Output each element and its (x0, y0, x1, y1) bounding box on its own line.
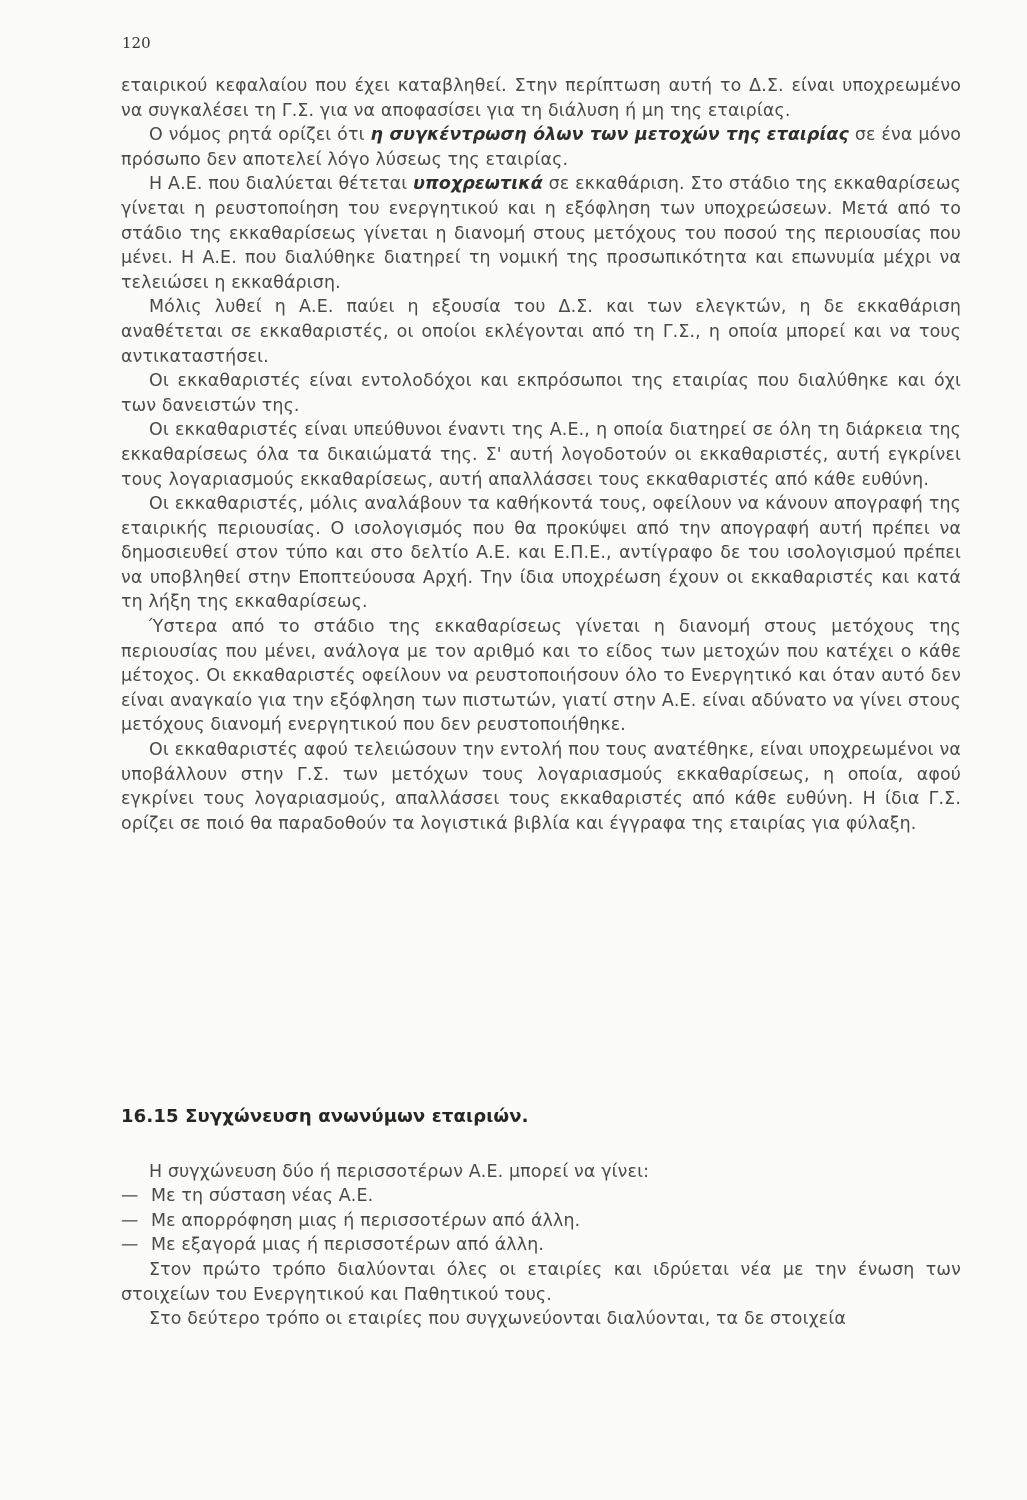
text-run: Ο νόμος ρητά ορίζει ότι (149, 125, 371, 146)
paragraph (121, 615, 961, 738)
text-run: Οι εκκαθαριστές αφού τελειώσουν την εντολή που τους ανατέθηκε, είναι υποχρεωμένοι να υποβάλλουν στην Γ.Σ. των μετόχων τους λογαριασμούς εκκαθαρίσεως, η οποία, αφού εγκρίνει τους λογαριασμούς, απαλλάσσει τους εκκαθαριστές από κάθε ευθύνη. Η ίδια Γ.Σ. ορίζει σε ποιό θα παραδοθούν τα λογιστικά βιβλία και έγγραφα της εταιρίας για φύλαξη. (121, 740, 961, 834)
text-run: σε ένα μόνο πρόσωπο δεν αποτελεί λόγο λύσεως της εταιρίας. (121, 125, 961, 170)
text-run: Οι εκκαθαριστές είναι υπεύθυνοι έναντι της Α.Ε., η οποία διατηρεί σε όλη τη διάρκεια της εκκαθαρίσεως όλα τα δικαιώματά της. Σ' αυτή λογοδοτούν οι εκκαθαριστές, αυτή εγκρίνει τους λογαριασμούς εκκαθαρίσεως, αυτή απαλλάσσει τους εκκαθαριστές από κάθε ευθύνη. (121, 420, 961, 490)
dash-marker: — (121, 1210, 139, 1231)
list-item: — Με απορρόφηση μιας ή περισσοτέρων από άλλη. (121, 1209, 961, 1234)
body-text (121, 74, 961, 836)
text-run: Μόλις λυθεί η Α.Ε. παύει η εξουσία του Δ.Σ. και των ελεγκτών, η δε εκκαθάριση αναθέτεται σε εκκαθαριστές, οι οποίοι εκλέγονται από τη Γ.Σ., η οποία μπορεί και να τους αντικαταστήσει. (121, 297, 961, 367)
paragraph (121, 295, 961, 369)
text-run: εταιρικού κεφαλαίου που έχει καταβληθεί. Στην περίπτωση αυτή το Δ.Σ. είναι υποχρεωμένο να συγκαλέσει τη Γ.Σ. για να αποφασίσει για τη διάλυση ή μη της εταιρίας. (121, 76, 961, 121)
paragraph: Στο δεύτερο τρόπο οι εταιρίες που συγχωνεύονται διαλύονται, τα δε στοιχεία (149, 1309, 846, 1330)
emphasized-term: η συγκέντρωση όλων των μετοχών της εταιρίας (370, 125, 849, 146)
emphasized-term: υποχρεωτικά (413, 174, 543, 195)
dash-marker: — (121, 1235, 139, 1256)
text-run: Οι εκκαθαριστές είναι εντολοδόχοι και εκπρόσωποι της εταιρίας που διαλύθηκε και όχι των δανειστών της. (121, 371, 961, 416)
dash-marker: — (121, 1186, 139, 1207)
paragraph: Στον πρώτο τρόπο διαλύονται όλες οι εταιρίες και ιδρύεται νέα με την ένωση των στοιχείων του Ενεργητικού και Παθητικού τους. (121, 1259, 961, 1305)
text-run: Η Α.Ε. που διαλύεται θέτεται (149, 174, 414, 195)
paragraph (121, 492, 961, 615)
paragraph (121, 172, 961, 295)
merger-methods-list (121, 1184, 961, 1258)
list-item: — Με τη σύσταση νέας Α.Ε. (121, 1184, 961, 1209)
section-intro: Η συγχώνευση δύο ή περισσοτέρων Α.Ε. μπορεί να γίνει: (149, 1161, 650, 1182)
paragraph (121, 369, 961, 418)
paragraph (121, 738, 961, 836)
list-item: — Με εξαγορά μιας ή περισσοτέρων από άλλη. (121, 1233, 961, 1258)
text-run: Ύστερα από το στάδιο της εκκαθαρίσεως γίνεται η διανομή στους μετόχους της περιουσίας που μένει, ανάλογα με τον αριθμό και το είδος των μετοχών που κατέχει ο κάθε μέτοχος. Οι εκκαθαριστές οφείλουν να ρευστοποιήσουν όλο το Ενεργητικό και όταν αυτό δεν είναι αναγκαίο για την εξόφληση των πιστωτών, γιατί στην Α.Ε. είναι αδύνατο να γίνει στους μετόχους διανομή ενεργητικού που δεν ρευστοποιήθηκε. (121, 617, 961, 736)
section-heading: 16.15 Συγχώνευση ανωνύμων εταιριών. (121, 1106, 529, 1127)
text-run: Οι εκκαθαριστές, μόλις αναλάβουν τα καθήκοντά τους, οφείλουν να κάνουν απογραφή της εταιρικής περιουσίας. Ο ισολογισμός που θα προκύψει από την απογραφή αυτή πρέπει να δημοσιευθεί στον τύπο και στο δελτίο Α.Ε. και Ε.Π.Ε., αντίγραφο δε του ισολογισμού πρέπει να υποβληθεί στην Εποπτεύουσα Αρχή. Την ίδια υποχρέωση έχουν οι εκκαθαριστές και κατά τη λήξη της εκκαθαρίσεως. (121, 494, 961, 613)
text-run: σε εκκαθάριση. Στο στάδιο της εκκαθαρίσεως γίνεται η ρευστοποίηση του ενεργητικού και η εξόφληση των υποχρεώσεων. Μετά από το στάδιο της εκκαθαρίσεως γίνεται η διανομή στους μετόχους του ποσού της περιουσίας που μένει. Η Α.Ε. που διαλύθηκε διατηρεί τη νομική της προσωπικότητα και επωνυμία μέχρι να τελειώσει η εκκαθάριση. (121, 174, 962, 293)
paragraph (121, 123, 961, 172)
paragraph (121, 418, 961, 492)
section-16-15 (121, 1105, 961, 1332)
page-number: 120 (122, 34, 151, 52)
paragraph (121, 74, 961, 123)
